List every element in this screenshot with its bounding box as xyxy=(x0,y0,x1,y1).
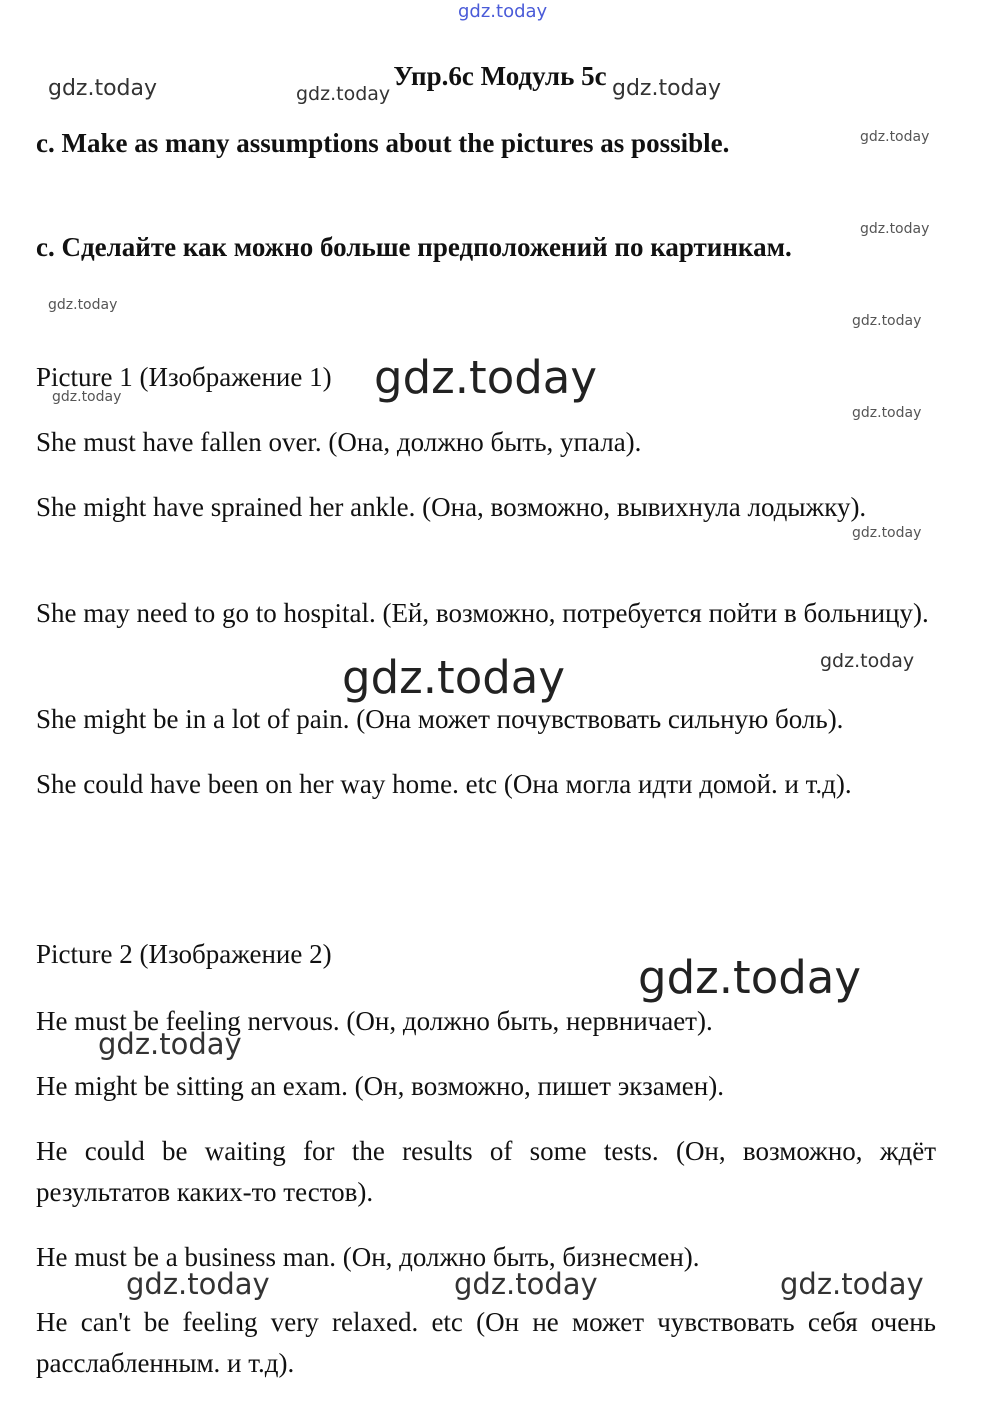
picture-2-line-5: He can't be feeling very relaxed. etc (Он не может чувствовать себя очень расслабленным. и т.д). xyxy=(36,1307,936,1378)
watermark: gdz.today xyxy=(126,1267,270,1301)
watermark: gdz.today xyxy=(48,297,118,313)
watermark: gdz.today xyxy=(852,405,922,421)
watermark: gdz.today xyxy=(852,313,922,329)
watermark: gdz.today xyxy=(860,129,930,145)
picture-2-line-4: He must be a business man. (Он, должно быть, бизнесмен). xyxy=(36,1242,700,1272)
picture-1-line-1: She must have fallen over. (Она, должно быть, упала). xyxy=(36,427,642,457)
watermark: gdz.today xyxy=(852,525,922,541)
picture-2-line-1: He must be feeling nervous. (Он, должно быть, нервничает). xyxy=(36,1006,713,1036)
watermark: gdz.today xyxy=(820,650,915,672)
watermark-large: gdz.today xyxy=(638,951,862,1004)
picture-2-line-2: He might be sitting an exam. (Он, возможно, пишет экзамен). xyxy=(36,1071,724,1101)
watermark: gdz.today xyxy=(454,1267,598,1301)
watermark: gdz.today xyxy=(48,76,158,101)
watermark: gdz.today xyxy=(612,76,722,101)
watermark: gdz.today xyxy=(780,1267,924,1301)
picture-1-heading: Picture 1 (Изображение 1) xyxy=(36,362,332,392)
task-russian: c. Сделайте как можно больше предположений по картинкам. xyxy=(36,232,792,262)
watermark-top: gdz.today xyxy=(458,1,548,22)
picture-2-line-3: He could be waiting for the results of some tests. (Он, возможно, ждёт результатов каких-то тестов). xyxy=(36,1136,936,1207)
picture-2-heading: Picture 2 (Изображение 2) xyxy=(36,939,332,969)
watermark-large: gdz.today xyxy=(374,351,598,404)
picture-1-line-5: She could have been on her way home. etc (Она могла идти домой. и т.д). xyxy=(36,769,852,799)
watermark: gdz.today xyxy=(52,389,122,405)
watermark: gdz.today xyxy=(98,1027,242,1061)
watermark: gdz.today xyxy=(296,83,391,105)
picture-1-line-3: She may need to go to hospital. (Ей, возможно, потребуется пойти в больницу). xyxy=(36,598,929,628)
watermark-large: gdz.today xyxy=(342,651,566,704)
page-title: Упр.6c Модуль 5c xyxy=(393,61,607,91)
watermark: gdz.today xyxy=(860,221,930,237)
picture-1-line-2: She might have sprained her ankle. (Она, возможно, вывихнула лодыжку). xyxy=(36,492,867,522)
task-english: c. Make as many assumptions about the pictures as possible. xyxy=(36,128,730,158)
picture-1-line-4: She might be in a lot of pain. (Она может почувствовать сильную боль). xyxy=(36,704,844,734)
